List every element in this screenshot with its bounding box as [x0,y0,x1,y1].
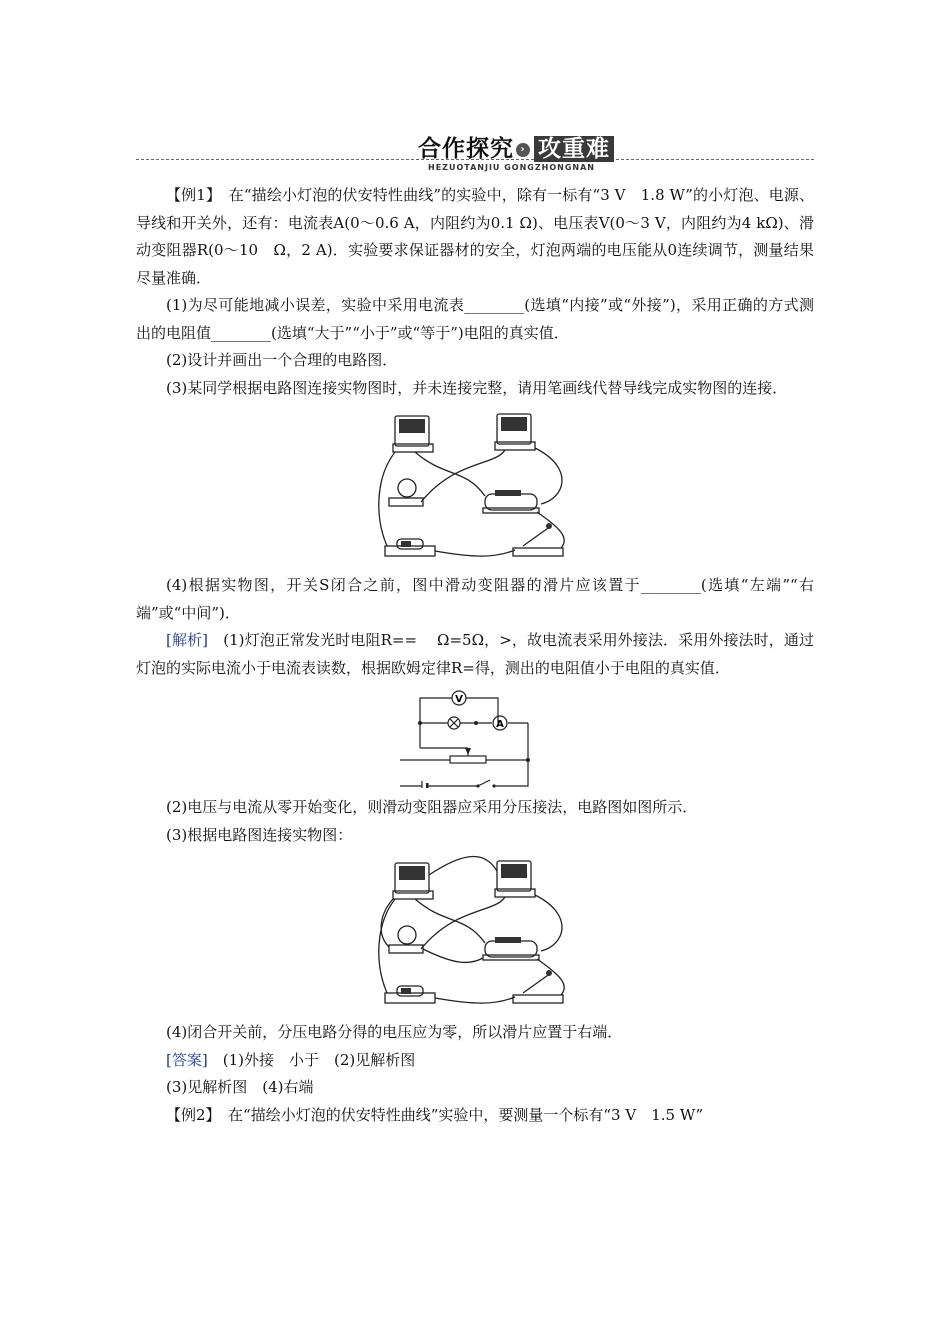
solution-part-2: (2)电压与电流从零开始变化，则滑动变阻器应采用分压接法，电路图如图所示． [166,798,698,816]
circuit-apparatus-figure-complete [375,855,575,1013]
section-header [136,128,814,188]
section-title-right: 攻重难 [534,136,614,162]
circuit-schematic-diagram [400,688,550,788]
answer-line-1 [136,1047,814,1075]
answer-tag: [答案] [166,1050,208,1069]
example1-question-1: (1)为尽可能地减小误差，实验中采用电流表________(选填“内接”或“外接”)，采用正确的方式测出的电阻值________(选填“大于”“小于”或“等于”)电阻的真实值． [136,296,814,342]
solution-part-3: (3)根据电路图连接实物图： [166,825,353,844]
answer-line-2: (3)见解析图 (4)右端 [166,1078,314,1096]
example1-question-4: (4)根据实物图，开关S闭合之前，图中滑动变阻器的滑片应该置于________(选填“左端”“右端”或“中间”)． [136,576,814,622]
example1-question-2: (2)设计并画出一个合理的电路图． [166,351,398,369]
example2-statement: 【例2】 在“描绘小灯泡的伏安特性曲线”实验中，要测量一个标有“3 V 1.5 W” [166,1105,704,1124]
ammeter-label: A [496,719,504,730]
example1-statement: 【例1】 在“描绘小灯泡的伏安特性曲线”的实验中，除有一标有“3 V 1.8 W”的小灯泡、电源、导线和开关外，还有：电流表A(0～0.6 A，内阻约为0.1 Ω)、电压表V(0～3 V，内阻约为4 kΩ)、滑动变阻器R(0～10 Ω，2 A)．实验要求保证器材的安全，灯泡两端的电压能从0连续调节，测量结果尽量准确． [136,186,814,287]
solution-part-1 [136,627,814,682]
solution-tag: [解析] [166,631,209,649]
answer-text-1: (1)外接 小于 (2)见解析图 [207,1050,416,1069]
voltmeter-label: V [455,694,463,705]
document-body [136,182,814,1129]
arrow-icon: › [516,143,530,157]
circuit-apparatus-figure-incomplete [375,408,575,566]
example1-question-3: (3)某同学根据电路图连接实物图时，并未连接完整，请用笔画线代替导线完成实物图的连接． [166,378,788,397]
solution-part-4: (4)闭合开关前，分压电路分得的电压应为零，所以滑片应置于右端． [166,1023,623,1041]
solution-text-1: (1)灯泡正常发光时电阻R== Ω=5Ω，>，故电流表采用外接法．采用外接法时，通过灯泡的实际电流小于电流表读数，根据欧姆定律R=得，测出的电阻值小于电阻的真实值． [136,631,814,677]
section-subtitle: HEZUOTANJIU GONGZHONGNAN [428,163,595,172]
section-title-left: 合作探究 [418,136,514,162]
section-title [418,130,614,163]
